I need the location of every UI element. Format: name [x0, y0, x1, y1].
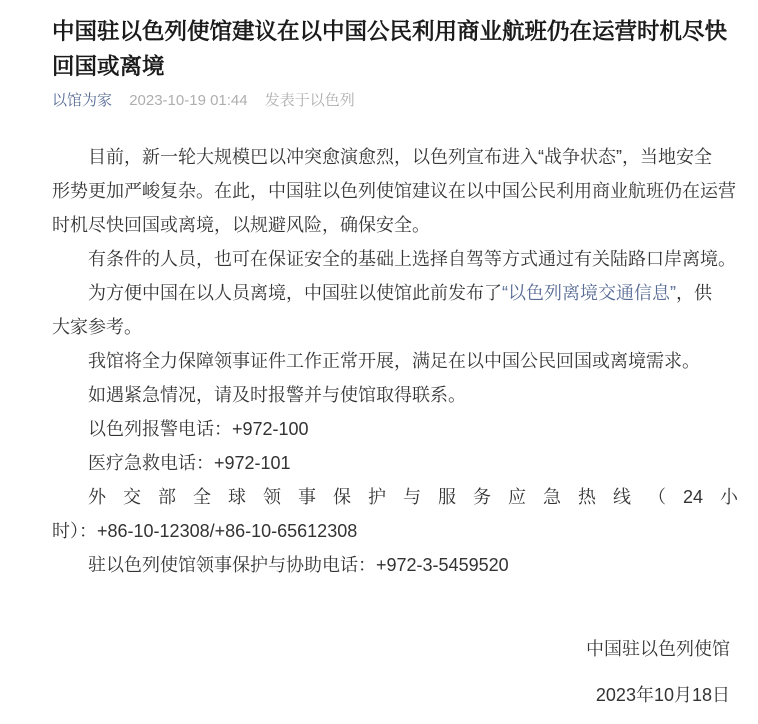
para-situation-line-3: 时机尽快回国或离境，以规避风险，确保安全。: [52, 215, 430, 235]
article-body: [52, 140, 739, 713]
para-mfa-hotline: [52, 480, 739, 548]
signature-name: 中国驻以色列使馆: [586, 639, 730, 659]
para-transport-info: [52, 276, 730, 344]
mfa-hotline-line-2: 时）：+86-10-12308/+86-10-65612308: [52, 521, 358, 541]
departure-transport-info-link[interactable]: “以色列离境交通信息”: [502, 283, 676, 303]
byline: [52, 91, 730, 111]
para-land-border: [52, 242, 736, 276]
embassy-protection-phone: 驻以色列使馆领事保护与协助电话：+972-3-5459520: [88, 555, 509, 575]
medical-emergency-phone: 医疗急救电话：+972-101: [88, 453, 291, 473]
para-situation: [52, 140, 736, 242]
publish-datetime: 2023-10-19 01:44: [129, 92, 248, 109]
para-situation-line-1: 目前，新一轮大规模巴以冲突愈演愈烈，以色列宣布进入“战争状态”，当地安全: [88, 147, 712, 167]
mfa-hotline-hours-number: 24: [683, 487, 704, 507]
para-embassy-phone: [52, 548, 730, 582]
para-consular-service: [52, 344, 730, 378]
para-transport-info-line-1: [52, 276, 730, 310]
para-emergency-contact: [52, 378, 730, 412]
para-medical-phone: [52, 446, 730, 480]
article-title: [52, 14, 730, 84]
para-transport-info-line-2: 大家参考。: [52, 317, 142, 337]
para-land-border-line-1: 有条件的人员，也可在保证安全的基础上选择自驾等方式通过有关陆路口岸离境。: [88, 249, 736, 269]
para-situation-line-2: 形势更加严峻复杂。在此，中国驻以色列使馆建议在以中国公民利用商业航班仍在运营: [52, 181, 736, 201]
article-title-line-1: 中国驻以色列使馆建议在以中国公民利用商业航班仍在运营时机尽快: [52, 19, 728, 44]
transport-info-text-after: ，供: [676, 283, 712, 303]
article-title-line-2: 回国或离境: [52, 54, 165, 79]
para-police-phone: [52, 412, 730, 446]
para-emergency-contact-line-1: 如遇紧急情况，请及时报警并与使馆取得联系。: [88, 385, 466, 405]
mfa-hotline-line-1: [52, 480, 739, 514]
transport-info-text-before: 为方便中国在以人员离境，中国驻以使馆此前发布了: [88, 283, 502, 303]
mfa-hotline-tail-char: 小: [720, 487, 739, 507]
mfa-hotline-stretched-text: 外交部全球领事保护与服务应急热线（: [88, 487, 683, 507]
signature-date: 2023年10月18日: [595, 685, 730, 705]
signature-block: [52, 632, 730, 713]
account-name[interactable]: 以馆为家: [52, 92, 113, 109]
israel-police-phone: 以色列报警电话：+972-100: [88, 419, 309, 439]
para-consular-service-line-1: 我馆将全力保障领事证件工作正常开展，满足在以中国公民回国或离境需求。: [88, 351, 700, 371]
publish-location: 发表于以色列: [264, 92, 355, 109]
